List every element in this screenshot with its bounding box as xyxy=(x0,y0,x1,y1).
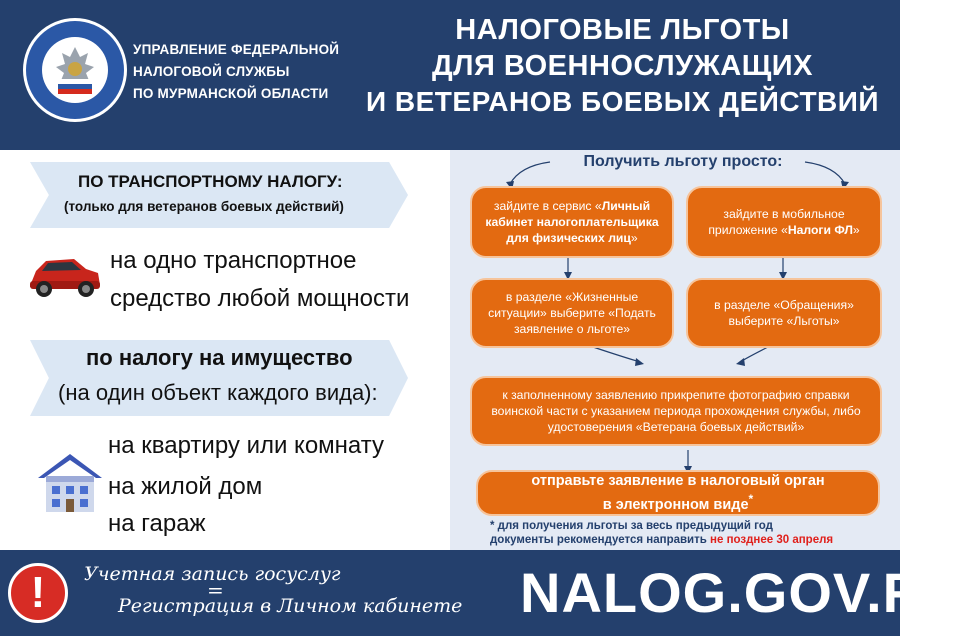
step5-text: к заполненному заявлению прикрепите фотографию справки воинской части с указанием периода прохождения службы, либо удостоверения «Ветерана боевых действий» xyxy=(491,388,861,434)
step-box-mobile-app xyxy=(686,186,882,258)
step-box-life-situations xyxy=(470,278,674,348)
gosuslugi-account-text: Учетная запись госуслуг xyxy=(84,563,341,585)
org-name-line1: УПРАВЛЕНИЕ ФЕДЕРАЛЬНОЙ xyxy=(133,42,340,57)
step6-line2: в электронном виде xyxy=(602,496,749,513)
step1-post: » xyxy=(630,231,638,245)
house-icon xyxy=(34,446,106,518)
step6-footnote-mark: * xyxy=(748,492,754,507)
title-line1: НАЛОГОВЫЕ ЛЬГОТЫ xyxy=(455,14,790,46)
car-icon xyxy=(26,251,104,301)
step1-pre: зайдите в сервис « xyxy=(493,199,602,213)
registration-text: Регистрация в Личном кабинете xyxy=(118,595,463,617)
steps-heading: Получить льготу просто: xyxy=(583,153,783,170)
step-box-appeals xyxy=(686,278,882,348)
step-box-send-application xyxy=(476,470,880,516)
title-line2: ДЛЯ ВОЕННОСЛУЖАЩИХ xyxy=(432,50,813,82)
property-item-2: на жилой дом xyxy=(108,473,263,500)
transport-heading: ПО ТРАНСПОРТНОМУ НАЛОГУ: xyxy=(78,172,343,191)
step-box-attach-photo xyxy=(470,376,882,446)
property-heading: по налогу на имущество xyxy=(86,345,353,370)
step2-post: » xyxy=(852,223,860,237)
transport-benefit-line2: средство любой мощности xyxy=(110,285,410,312)
step6-line1: отправьте заявление в налоговый орган xyxy=(531,473,825,490)
property-item-3: на гараж xyxy=(108,510,206,537)
property-item-1: на квартиру или комнату xyxy=(108,432,384,459)
step4-text: в разделе «Обращения» выберите «Льготы» xyxy=(714,298,854,328)
fns-emblem-icon xyxy=(22,17,128,123)
footnote-line2-text: документы рекомендуется направить xyxy=(490,534,711,546)
step-box-personal-cabinet xyxy=(470,186,674,258)
step3-text: в разделе «Жизненные ситуации» выберите «Подать заявление о льготе» xyxy=(488,290,656,336)
property-subheading: (на один объект каждого вида): xyxy=(58,380,378,405)
warning-icon: ! xyxy=(8,563,68,623)
footnote-line2 xyxy=(490,534,833,546)
transport-benefit-line1: на одно транспортное xyxy=(110,247,357,274)
step2-app-name: Налоги ФЛ xyxy=(787,223,853,237)
footnote-deadline: не позднее 30 апреля xyxy=(710,534,834,546)
website-link[interactable]: NALOG.GOV.RU xyxy=(520,561,966,624)
step1-service-name: Личный кабинет налогоплательщика для физических лиц xyxy=(485,199,659,245)
step2-pre: зайдите в мобильное приложение « xyxy=(708,207,845,237)
transport-subheading: (только для ветеранов боевых действий) xyxy=(64,199,344,214)
title-line3: И ВЕТЕРАНОВ БОЕВЫХ ДЕЙСТВИЙ xyxy=(365,86,880,117)
org-name-line3: ПО МУРМАНСКОЙ ОБЛАСТИ xyxy=(133,86,329,101)
footnote-line1: * для получения льготы за весь предыдущий год xyxy=(490,520,773,532)
org-name-line2: НАЛОГОВОЙ СЛУЖБЫ xyxy=(133,64,290,79)
equals-sign: = xyxy=(207,578,224,602)
